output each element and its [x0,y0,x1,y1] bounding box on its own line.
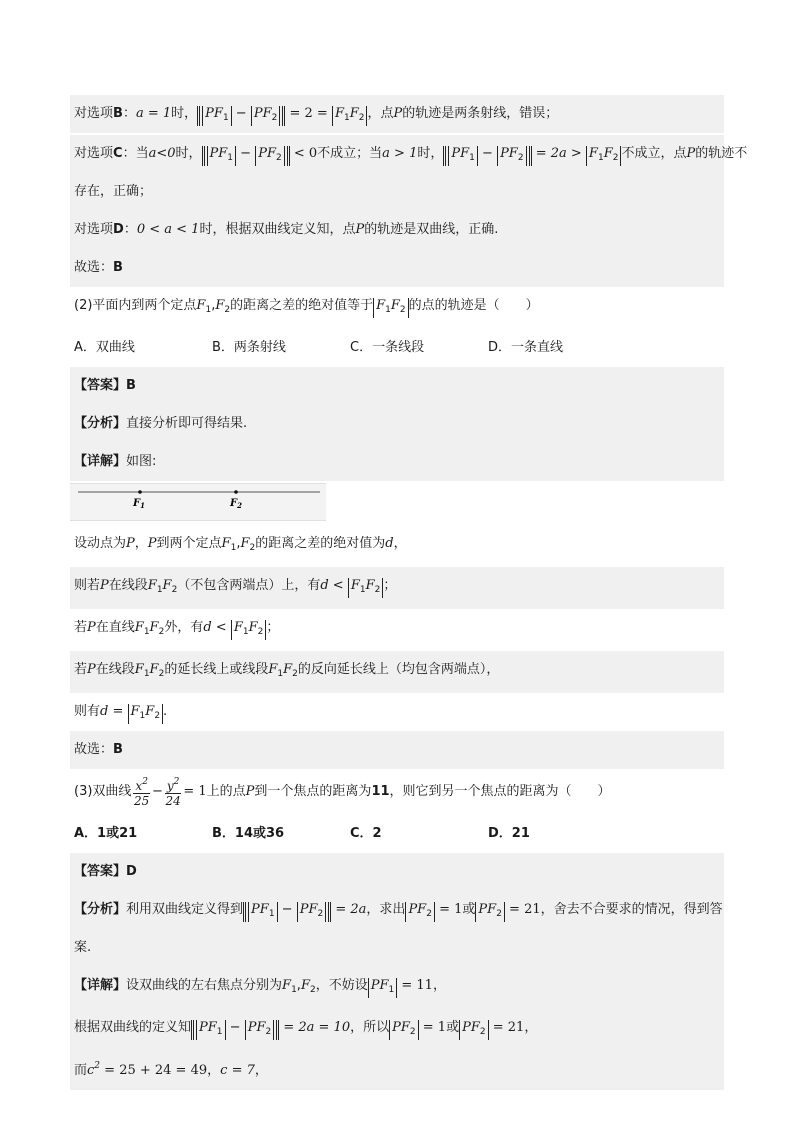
text: 时，根据双曲线定义知，点 [199,222,356,237]
text: 若 [74,662,88,677]
answer-tag: 【答案】 [74,864,127,879]
option-c: C．一条线段 [350,340,425,355]
q2-detail [70,443,724,481]
text: （不包含两端点）上，有 [177,578,321,593]
q3-answer [70,853,724,891]
text: 利用双曲线定义得到 [126,902,244,917]
q3-definition: 根据双曲线的定义知 $PF_1 - PF_2 = 2a = 10$，所以 $PF_2 = 1$或 $PF_2 = 21$， [70,1009,724,1047]
text: 的轨迹不 [695,146,748,161]
text: 故选： [74,260,114,275]
text: ， [432,978,446,993]
text: 的反向延长线上（均包含两端点）， [297,662,500,677]
text: 到两个定点 [156,536,222,551]
q2-detail-l1: 设动点为P，P到两个定点$F_1,F_2$的距离之差的绝对值为d， [74,536,407,553]
q2-detail-l4: 若P在线段$F_1F_2$的延长线上或线段$F_1F_2$的反向延长线上（均包含两端点）， [70,651,724,693]
text: ； [383,578,397,593]
text: 在线段 [108,578,148,593]
detail-tag: 【详解】 [74,978,127,993]
detail-tag: 【详解】 [74,454,127,469]
line-figure [70,483,326,521]
text: D [113,222,124,237]
text: ：当 [122,146,149,161]
text: 到一个焦点的距离为 [254,784,372,799]
q3-detail: 【详解】设双曲线的左右焦点分别为$F_1,F_2$，不妨设 $PF_1 = 11$， [70,967,724,1009]
text: 对选项 [74,106,114,121]
text: ，不妨设 [315,978,368,993]
fraction-x: $\frac{x^2}{25}$ [134,777,150,808]
math: 0 < a < 1 [136,222,200,237]
text: 时， [417,146,444,161]
math: d = [100,704,124,719]
text: ； [266,620,280,635]
text: B [113,742,123,757]
q2-detail-l5: 则有$d = F_1F_2$ . [70,693,724,731]
q2-answer [70,367,724,405]
math: = 2 = [285,106,332,121]
math: a > 1 [382,146,418,161]
text: ，求出 [366,902,406,917]
text: ， [524,1020,538,1035]
label-f2: $F_2$ [230,498,242,510]
math: = 21 [504,902,541,917]
q2-options [70,329,724,367]
answer-value: B [126,378,136,393]
text: 故选： [74,742,114,757]
text: ： [123,222,137,237]
option-d: D．一条直线 [488,340,564,355]
math-abs: $PF_1 - PF_2$ [197,106,285,126]
option-b: B．14或36 [212,826,285,841]
text: ，舍去不合要求的情况，得到答 [540,902,723,917]
text: 外，有 [164,620,204,635]
text: (2)平面内到两个定点 [74,298,197,313]
q2-choose [70,731,724,769]
math-abs: $PF_1 - PF_2$ [443,146,531,166]
q3-last: 而$c^2 = 25 + 24 = 49$，c = 7， [70,1047,724,1090]
solution-option-d-line: 对选项D：0 < a < 1时，根据双曲线定义知，点P的轨迹是双曲线，正确. [70,211,724,249]
text: ， [254,1063,268,1078]
solution-option-c-line2 [70,173,724,211]
text: 而 [74,1063,88,1078]
option-a: A．1或21 [74,826,138,841]
text: 案. [74,940,92,955]
text: 上的点 [206,784,246,799]
text: 或 [462,902,476,917]
text: 设动点为 [74,536,127,551]
document-body [70,95,748,1090]
option-a: A．双曲线 [74,340,135,355]
math: c = 7 [220,1063,255,1078]
text: ，点 [367,106,394,121]
point-f1 [138,490,142,494]
text: 则若 [74,578,101,593]
answer-tag: 【答案】 [74,378,127,393]
text: ： [122,106,136,121]
math: = 11 [397,978,433,993]
text: ， [207,1063,221,1078]
text: 对选项 [74,222,114,237]
q2-stem: (2)平面内到两个定点$F_1,F_2$的距离之差的绝对值等于 $F_1F_2$ 的点的轨迹是（ ） [70,287,724,329]
text: C [113,146,123,161]
text: 若 [74,620,88,635]
math: d < [320,578,344,593]
text: (3)双曲线 [74,784,132,799]
text: ，则它到另一个焦点的距离为（ ） [389,784,611,799]
text: 的轨迹是两条射线，错误； [402,106,559,121]
text: 在线段 [95,662,135,677]
math-abs: $PF_1 - PF_2$ [202,146,290,166]
point-f2 [234,490,238,494]
q3-analysis: 【分析】利用双曲线定义得到 $PF_1 - PF_2 = 2a$，求出 $PF_2 = 1$或 $PF_2 = 21$，舍去不合要求的情况，得到答 [70,891,724,929]
text: 或 [446,1020,460,1035]
q3-stem: (3)双曲线 $\frac{x^2}{25}$ − $\frac{y^2}{24}$ = 1上的点P到一个焦点的距离为11，则它到另一个焦点的距离为（ ） [74,777,611,808]
q2-detail-l3: 若P在直线$F_1F_2$外，有$d < F_1F_2$ ； [70,609,724,651]
text: 则有 [74,704,101,719]
answer-value: D [126,864,137,879]
q3-analysis-line2 [70,929,724,967]
math-abs: $F_1F_2$ [373,298,409,318]
analysis-tag: 【分析】 [74,416,127,431]
text: B [113,106,123,121]
math: = 25 + 24 = 49 [100,1063,208,1078]
text: ，所以 [350,1020,390,1035]
text: 如图: [126,454,157,469]
text: 对选项 [74,146,114,161]
math: < 0 [289,146,318,161]
label-f1: $F_1$ [133,498,145,510]
text: 的距离之差的绝对值等于 [230,298,374,313]
math: = 2a = 10 [279,1020,351,1035]
text: 不成立，点 [621,146,687,161]
math: = 2a > [531,146,586,161]
math: = 1 [434,902,463,917]
text: 存在，正确； [74,184,153,199]
math-abs: $F_1F_2$ [586,146,622,166]
text: 在直线 [95,620,135,635]
option-d: D．21 [488,826,530,841]
text: 时， [171,106,198,121]
math: = 1 [418,1020,447,1035]
text: 的点的轨迹是（ ） [408,298,539,313]
text: 的轨迹是双曲线，正确. [364,222,499,237]
text: 设双曲线的左右焦点分别为 [126,978,283,993]
math: a<0 [148,146,176,161]
option-c: C．2 [350,826,382,841]
solution-option-b-line: 对选项B：a = 1时， $PF_1 - PF_2 = 2 = F_1F_2$ ，点P的轨迹是两条射线，错误； [70,95,724,133]
solution-option-c-line: 对选项C：当a<0时， $PF_1 - PF_2 < 0$不成立；当a > 1时， $PF_1 - PF_2 = 2a > F_1F_2$ 不成立，点P的轨迹不 [70,135,724,173]
choose-line [70,249,724,287]
text: ， [393,536,407,551]
text: 时， [175,146,202,161]
q2-analysis [70,405,724,443]
text: 11 [371,784,390,799]
text: . [163,704,168,719]
q3-options [70,815,724,853]
text: B [113,260,123,275]
math: = 21 [488,1020,525,1035]
text: ， [134,536,148,551]
text: 的延长线上或线段 [164,662,269,677]
figure-svg [70,484,326,520]
analysis-tag: 【分析】 [74,902,127,917]
q2-detail-l2: 则若P在线段$F_1F_2$（不包含两端点）上，有$d < F_1F_2$ ； [70,567,724,609]
math: d < [203,620,227,635]
math: a = 1 [135,106,172,121]
text: 直接分析即可得结果. [126,416,248,431]
option-b: B．两条射线 [212,340,286,355]
text: 的距离之差的绝对值为 [255,536,386,551]
math-abs: $F_1F_2$ [332,106,368,126]
text: 不成立；当 [317,146,383,161]
fraction-y: $\frac{y^2}{24}$ [165,777,181,808]
math: = 2a [331,902,367,917]
text: 根据双曲线的定义知 [74,1020,192,1035]
